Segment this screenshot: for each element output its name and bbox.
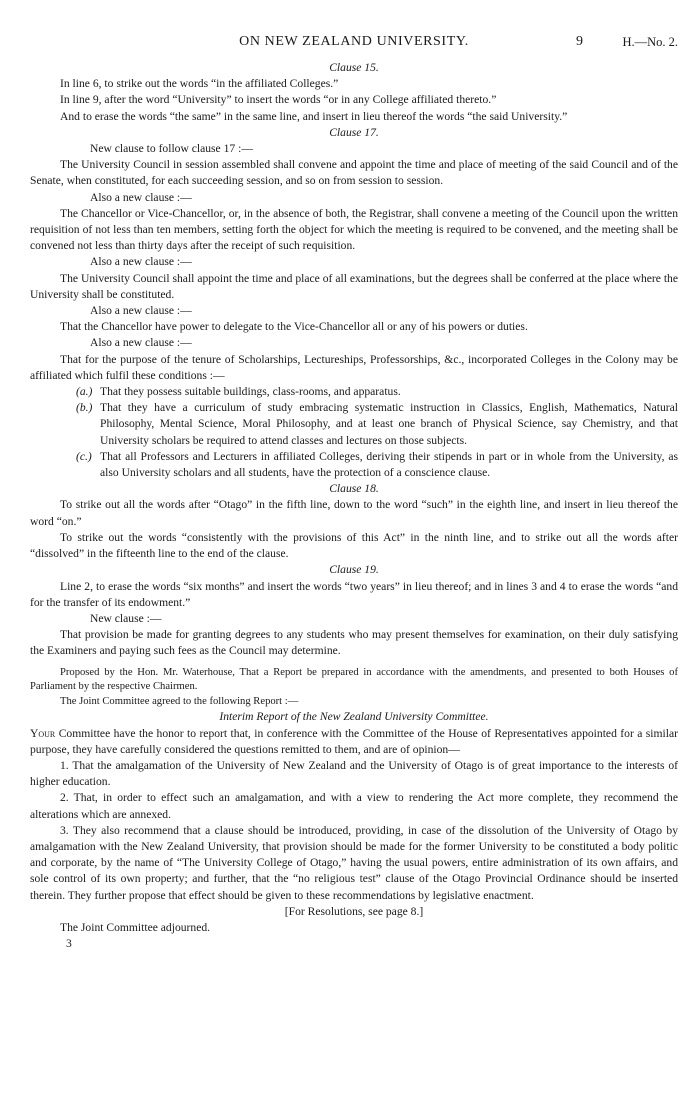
proposal-paragraph: Proposed by the Hon. Mr. Waterhouse, That a Report be prepared in accordance with the amendments, and presented to both Houses of Parliament by the respective Chairmen. [30,666,678,693]
clause-18-paragraph-1: To strike out all the words after “Otago” in the fifth line, down to the word “such” in the eighth line, and insert in lieu thereof the word “on.” [30,498,678,528]
signature-mark: 3 [66,937,72,951]
clause-19-paragraph-1: Line 2, to erase the words “six months” and insert the words “two years” in lieu thereof; and in lines 3 and 4 to erase the words “and for the transfer of its endowment.” [30,579,678,609]
clause-15-paragraph-3: And to erase the words “the same” in the same line, and insert in lieu thereof the words “the said University.” [60,109,568,123]
clause-17-new-clause-intro-4: Also a new clause :— [90,304,192,318]
condition-text: That they possess suitable buildings, class-rooms, and apparatus. [100,385,401,399]
header-title: ON NEW ZEALAND UNIVERSITY. [239,34,469,49]
clause-17-heading: Clause 17. [329,125,379,139]
report-opening [30,726,678,758]
clause-17-text-4: That the Chancellor have power to delegate to the Vice-Chancellor all or any of his powers or duties. [60,320,528,334]
clause-17-new-clause-intro-3: Also a new clause :— [90,255,192,269]
report-item-1: 1. That the amalgamation of the University of New Zealand and the University of Otago is of great importance to the interests of higher education. [30,758,678,789]
clause-18-paragraph-2: To strike out the words “consistently with the provisions of this Act” in the ninth line, and to strike out all the words after “dissolved” in the fifteenth line to the end of the clause. [30,530,678,561]
affiliation-conditions-list [30,384,678,481]
condition-label: (b.) [76,401,93,415]
clause-19-heading: Clause 19. [329,563,379,577]
adjournment-line: The Joint Committee adjourned. [60,920,211,934]
clause-15-paragraph-1: In line 6, to strike out the words “in the affiliated Colleges.” [60,77,339,91]
running-header [30,34,678,60]
report-opening-lead: Your [30,726,56,740]
condition-label: (c.) [76,449,92,463]
condition-item [30,449,678,481]
clause-15-heading: Clause 15. [329,61,379,74]
resolutions-reference: [For Resolutions, see page 8.] [284,904,424,918]
clause-19-new-clause-intro: New clause :— [90,611,162,625]
document-reference: H.—No. 2. [622,35,678,49]
clause-17-new-clause-intro-5: Also a new clause :— [90,336,192,350]
clause-17-text-5: That for the purpose of the tenure of Scholarships, Lectureships, Professorships, &c., incorporated Colleges in the Colony may be affiliated which fulfil these conditions :— [30,352,678,382]
clause-17-new-clause-intro-2: Also a new clause :— [90,190,192,204]
clause-15-paragraph-2: In line 9, after the word “University” to insert the words “or in any College affiliated thereto.” [60,93,497,107]
clause-18-heading: Clause 18. [329,482,379,496]
condition-label: (a.) [76,385,93,399]
page-number: 9 [576,34,583,49]
clause-17-text-1: The University Council in session assembled shall convene and appoint the time and place of meeting of the said Council and of the Senate, when constituted, for each succeeding session, and so on from session to session. [30,158,678,188]
agreement-paragraph: The Joint Committee agreed to the following Report :— [60,695,299,707]
condition-text: That they have a curriculum of study embracing systematic instruction in Classics, English, Mathematics, Natural Philosophy, Mental Science, Moral Philosophy, and at least one branch of Physical Science, say Chemistry, and that University scholars be required to attend classes and lectures on those subjects. [100,401,678,447]
report-item-3: 3. They also recommend that a clause should be introduced, providing, in case of the dissolution of the University of Otago by amalgamation with the New Zealand University, that provision should be made for the former University to be constituted a body politic and corporate, by the name of “The University College of Otago,” having the usual powers, entire administration of its own affairs, and sole control of its own property; and further, that the “no religious test” clause of the Otago Provincial Ordinance should be inserted therein. They further propose that effect should be given to these recommendations by legislative enactment. [30,823,678,902]
condition-item [30,400,678,449]
report-title: Interim Report of the New Zealand University Committee. [219,710,489,724]
clause-19-text-1: That provision be made for granting degrees to any students who may present themselves for examination, on their duly satisfying the Examiners and paying such fees as the Council may determine. [30,628,678,658]
clause-17-text-3: The University Council shall appoint the time and place of all examinations, but the degrees shall be conferred at the place where the University shall be constituted. [30,271,678,301]
condition-text: That all Professors and Lecturers in affiliated Colleges, deriving their stipends in part or in whole from the University, as also University scholars and all students, have the protection of a conscience clause. [100,449,678,480]
condition-item [30,384,678,400]
clause-17-new-clause-intro-1: New clause to follow clause 17 :— [90,142,253,156]
report-item-2: 2. That, in order to effect such an amalgamation, and with a view to rendering the Act more complete, they recommend the alterations which are annexed. [30,791,678,821]
clause-17-text-2: The Chancellor or Vice-Chancellor, or, in the absence of both, the Registrar, shall convene a meeting of the Council upon the written requisition of not less than ten members, setting forth the object for which the meeting is required to be convened, and the meeting shall be convened not less than thirty days after the receipt of such requisition. [30,206,678,253]
report-opening-rest: Committee have the honor to report that, in conference with the Committee of the House of Representatives appointed for a similar purpose, they have carefully considered the questions remitted to them, and are of opinion— [30,726,678,756]
